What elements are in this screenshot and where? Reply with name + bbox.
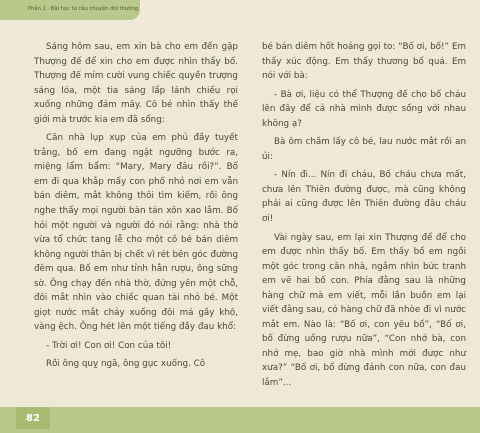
paragraph: - Nín đi... Nín đi cháu, Bố cháu chưa mất, chưa lên Thiên đường được, mà cũng không phải ai cũng được lên Thiên đường đâu cháu ơi!: [262, 170, 466, 225]
paragraph: - Bà ơi, liệu có thể Thượng đế cho bố cháu lên đây để cả nhà mình được sống với nhau không ạ?: [262, 89, 466, 129]
paragraph: - Trời ơi! Con ơi! Con của tôi!: [46, 340, 172, 351]
page-number: 82: [16, 407, 50, 429]
running-title: Phần 1 · Bài học từ câu chuyện đời thường: [28, 6, 139, 12]
paragraph: bé bán diêm hốt hoảng gọi to: “Bố ơi, bố!” Em thấy xúc động. Em thấy thương bố quá. Em nói với bà:: [262, 42, 466, 82]
paragraph: Căn nhà lụp xụp của em phủ đầy tuyết trắng, bố em đang ngật ngưỡng bước ra, miệng lẩm bẩm: “Mary, Mary đâu rồi?”. Bố em đi qua khắp mấy con phố nhỏ nơi em vẫn bán diêm, mắt không thôi tìm kiếm, rồi ông nghe thấy mọi người bàn tán xôn xao lắm. Bố hỏi một người và người đó nói rằng: nhà thờ vừa tổ chức tang lễ cho một cô bé bán diêm không người thân bị chết vì rét bên góc đường đêm qua. Bố em như tỉnh hẳn rượu, ông sững sờ. Ông chạy đến nhà thờ, đứng yên một chỗ, đôi mắt nhìn vào chiếc quan tài nhỏ bé. Một giọt nước mắt chảy xuống đôi má gầy khô, vàng ệch. Ông hét lên một tiếng đầy đau khổ:: [34, 133, 238, 333]
left-column: [34, 40, 238, 376]
footer-bar: [0, 407, 480, 433]
paragraph: Rồi ông quỵ ngã, ông gục xuống. Cô: [46, 359, 206, 370]
header-tab: [0, 0, 140, 20]
paragraph: Sáng hôm sau, em xin bà cho em đến gặp Thượng đế để xin cho em được nhìn thấy bố. Thượng đế mỉm cười vung chiếc quyền trượng sáng lóa, một tia sáng lấp lánh chiếu rọi xuống những đám mây. Cô bé nhìn thấy thế giới mà trước kia em đã sống:: [34, 42, 238, 125]
right-column: [262, 40, 466, 395]
paragraph: Vài ngày sau, em lại xin Thượng đế để cho em được nhìn thấy bố. Em thấy bố em ngồi một góc trong căn nhà, ngắm nhìn bức tranh em vẽ hai bố con. Phía đằng sau là những hàng chữ mà em viết, mỗi lần buồn em lại viết đằng sau, có hàng chữ đã nhòe đi vì nước mắt em. Nào là: “Bố ơi, con yêu bố”, “Bố ơi, bố đừng uống rượu nữa”, “Con nhớ bà, con nhớ mẹ, bao giờ nhà mình mới được như xưa?” “Bố ơi, bố đừng đánh con nữa, con đau lắm”...: [262, 232, 466, 389]
header-strip: [0, 0, 480, 22]
paragraph: Bà ôm chầm lấy cô bé, lau nước mắt rồi an ủi:: [262, 137, 466, 162]
